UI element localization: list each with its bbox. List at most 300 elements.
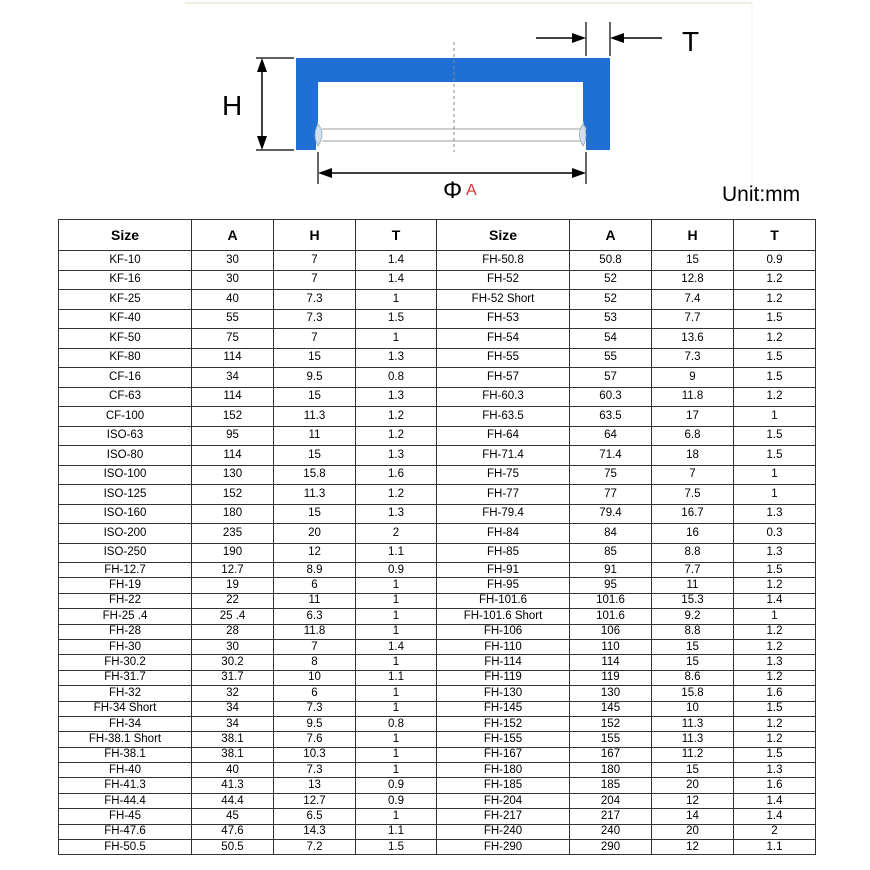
table-cell: 50.8	[570, 251, 652, 271]
table-cell: FH-50.8	[437, 251, 570, 271]
h-arrow-down	[257, 136, 267, 150]
table-cell: 32	[192, 686, 274, 701]
table-cell: 1.2	[734, 290, 816, 310]
table-cell: 152	[570, 716, 652, 731]
table-cell: 11	[274, 593, 356, 608]
table-cell: FH-119	[437, 670, 570, 685]
header-t-left: T	[356, 220, 437, 251]
table-cell: 1.5	[734, 368, 816, 388]
table-row	[59, 309, 816, 329]
table-row	[59, 524, 816, 544]
spec-table-body	[59, 251, 816, 855]
table-cell: FH-40	[59, 763, 192, 778]
table-cell: KF-10	[59, 251, 192, 271]
table-cell: 12	[652, 840, 734, 855]
table-cell: FH-54	[437, 329, 570, 349]
table-cell: FH-52	[437, 270, 570, 290]
table-cell: 1	[356, 763, 437, 778]
table-cell: FH-45	[59, 809, 192, 824]
table-row	[59, 809, 816, 824]
table-cell: 7.3	[274, 701, 356, 716]
table-cell: 6	[274, 686, 356, 701]
table-cell: FH-130	[437, 686, 570, 701]
table-cell: 290	[570, 840, 652, 855]
table-cell: 1.4	[734, 793, 816, 808]
table-cell: 31.7	[192, 670, 274, 685]
table-cell: 8.8	[652, 543, 734, 563]
table-cell: 7.7	[652, 309, 734, 329]
table-cell: 1.5	[734, 563, 816, 578]
table-cell: 60.3	[570, 387, 652, 407]
table-cell: 1.4	[356, 251, 437, 271]
table-cell: 1.5	[734, 348, 816, 368]
table-row	[59, 701, 816, 716]
table-cell: 50.5	[192, 840, 274, 855]
table-cell: 11.3	[274, 485, 356, 505]
table-cell: 55	[192, 309, 274, 329]
table-cell: 2	[356, 524, 437, 544]
table-cell: FH-217	[437, 809, 570, 824]
table-cell: FH-64	[437, 426, 570, 446]
table-cell: 217	[570, 809, 652, 824]
table-row	[59, 778, 816, 793]
table-cell: 114	[192, 387, 274, 407]
table-cell: 7.4	[652, 290, 734, 310]
table-cell: 8.6	[652, 670, 734, 685]
table-row	[59, 251, 816, 271]
table-cell: 15	[274, 446, 356, 466]
table-row	[59, 407, 816, 427]
table-cell: ISO-80	[59, 446, 192, 466]
table-cell: FH-106	[437, 624, 570, 639]
table-cell: 1	[356, 290, 437, 310]
table-cell: 1	[356, 609, 437, 624]
table-cell: FH-95	[437, 578, 570, 593]
table-cell: 15	[652, 763, 734, 778]
table-cell: FH-60.3	[437, 387, 570, 407]
table-cell: 12.7	[192, 563, 274, 578]
header-t-right: T	[734, 220, 816, 251]
phi-label: Φ	[443, 177, 463, 204]
table-cell: 1.2	[734, 639, 816, 654]
table-cell: 1.2	[734, 270, 816, 290]
table-cell: 114	[192, 446, 274, 466]
table-row	[59, 270, 816, 290]
table-cell: 75	[570, 465, 652, 485]
table-cell: FH-44.4	[59, 793, 192, 808]
table-cell: 1.2	[734, 670, 816, 685]
table-cell: 10.3	[274, 747, 356, 762]
table-cell: 34	[192, 716, 274, 731]
table-cell: 55	[570, 348, 652, 368]
table-cell: 7.3	[274, 290, 356, 310]
table-row	[59, 732, 816, 747]
t-arrow-left-head	[572, 33, 586, 43]
table-cell: 1	[356, 747, 437, 762]
table-cell: 114	[570, 655, 652, 670]
h-label: H	[222, 90, 243, 121]
table-cell: 19	[192, 578, 274, 593]
table-cell: FH-53	[437, 309, 570, 329]
table-cell: FH-84	[437, 524, 570, 544]
cap-body	[296, 58, 610, 150]
table-row	[59, 446, 816, 466]
table-cell: 1	[734, 485, 816, 505]
table-cell: KF-40	[59, 309, 192, 329]
table-cell: FH-41.3	[59, 778, 192, 793]
h-arrow-up	[257, 58, 267, 72]
table-cell: 7	[274, 251, 356, 271]
table-cell: FH-180	[437, 763, 570, 778]
table-cell: 1.5	[734, 747, 816, 762]
table-cell: ISO-200	[59, 524, 192, 544]
table-cell: 28	[192, 624, 274, 639]
table-cell: FH-63.5	[437, 407, 570, 427]
header-size-right: Size	[437, 220, 570, 251]
table-cell: 30	[192, 270, 274, 290]
table-cell: 7.6	[274, 732, 356, 747]
table-cell: 1	[356, 701, 437, 716]
table-cell: 11.2	[652, 747, 734, 762]
table-row	[59, 716, 816, 731]
table-row	[59, 593, 816, 608]
table-cell: 95	[192, 426, 274, 446]
table-cell: FH-19	[59, 578, 192, 593]
table-cell: FH-152	[437, 716, 570, 731]
table-cell: 15	[652, 639, 734, 654]
table-cell: FH-85	[437, 543, 570, 563]
table-cell: 7	[274, 639, 356, 654]
table-cell: 77	[570, 485, 652, 505]
table-cell: FH-91	[437, 563, 570, 578]
table-cell: 1.5	[734, 446, 816, 466]
table-cell: 2	[734, 824, 816, 839]
table-cell: 52	[570, 290, 652, 310]
table-cell: 14.3	[274, 824, 356, 839]
table-cell: 1	[356, 655, 437, 670]
table-cell: 1.4	[356, 639, 437, 654]
table-cell: FH-71.4	[437, 446, 570, 466]
table-cell: FH-55	[437, 348, 570, 368]
table-cell: 1.3	[734, 504, 816, 524]
table-cell: 20	[652, 778, 734, 793]
table-cell: 15	[274, 348, 356, 368]
table-cell: 1.5	[356, 840, 437, 855]
table-cell: 1.6	[734, 778, 816, 793]
table-cell: FH-25 .4	[59, 609, 192, 624]
table-cell: 152	[192, 485, 274, 505]
table-cell: 95	[570, 578, 652, 593]
table-cell: 101.6	[570, 609, 652, 624]
table-row	[59, 504, 816, 524]
table-row	[59, 563, 816, 578]
table-cell: 63.5	[570, 407, 652, 427]
table-row	[59, 543, 816, 563]
table-cell: 1.1	[356, 824, 437, 839]
header-h-left: H	[274, 220, 356, 251]
table-cell: 6.5	[274, 809, 356, 824]
table-cell: 20	[274, 524, 356, 544]
table-cell: CF-100	[59, 407, 192, 427]
table-cell: 8.8	[652, 624, 734, 639]
table-cell: 106	[570, 624, 652, 639]
table-cell: FH-34 Short	[59, 701, 192, 716]
table-cell: 114	[192, 348, 274, 368]
table-row	[59, 426, 816, 446]
table-cell: 0.8	[356, 716, 437, 731]
table-cell: 130	[192, 465, 274, 485]
table-cell: 0.9	[734, 251, 816, 271]
table-cell: 9.5	[274, 368, 356, 388]
table-cell: 0.3	[734, 524, 816, 544]
table-row	[59, 290, 816, 310]
table-cell: 17	[652, 407, 734, 427]
table-cell: 1.2	[734, 329, 816, 349]
table-row	[59, 670, 816, 685]
table-cell: 1.1	[734, 840, 816, 855]
table-cell: 34	[192, 368, 274, 388]
table-cell: 15	[652, 655, 734, 670]
table-cell: FH-114	[437, 655, 570, 670]
table-cell: 1	[734, 407, 816, 427]
table-cell: 1.1	[356, 543, 437, 563]
table-cell: 119	[570, 670, 652, 685]
table-cell: FH-50.5	[59, 840, 192, 855]
table-header-row	[59, 220, 816, 251]
table-cell: 30.2	[192, 655, 274, 670]
table-row	[59, 793, 816, 808]
table-cell: 16.7	[652, 504, 734, 524]
table-cell: 9.2	[652, 609, 734, 624]
table-cell: 15.8	[274, 465, 356, 485]
spec-table	[58, 219, 816, 855]
table-cell: 145	[570, 701, 652, 716]
table-cell: 180	[192, 504, 274, 524]
table-cell: KF-80	[59, 348, 192, 368]
table-cell: 1.2	[356, 426, 437, 446]
table-cell: 1.2	[734, 624, 816, 639]
table-row	[59, 655, 816, 670]
table-cell: 155	[570, 732, 652, 747]
table-cell: ISO-100	[59, 465, 192, 485]
table-cell: 1.2	[734, 578, 816, 593]
table-cell: 11.8	[274, 624, 356, 639]
table-cell: 75	[192, 329, 274, 349]
table-cell: 22	[192, 593, 274, 608]
table-cell: 204	[570, 793, 652, 808]
table-cell: 84	[570, 524, 652, 544]
table-cell: KF-50	[59, 329, 192, 349]
table-cell: 101.6	[570, 593, 652, 608]
header-h-right: H	[652, 220, 734, 251]
table-cell: 1.6	[356, 465, 437, 485]
table-cell: FH-47.6	[59, 824, 192, 839]
table-cell: 235	[192, 524, 274, 544]
table-cell: 7.3	[274, 309, 356, 329]
table-cell: FH-101.6 Short	[437, 609, 570, 624]
table-cell: 180	[570, 763, 652, 778]
table-cell: 64	[570, 426, 652, 446]
table-cell: 0.8	[356, 368, 437, 388]
table-row	[59, 368, 816, 388]
table-cell: 1.3	[356, 348, 437, 368]
table-cell: 1	[356, 578, 437, 593]
t-arrow-right-head	[610, 33, 624, 43]
table-cell: 6	[274, 578, 356, 593]
table-cell: CF-16	[59, 368, 192, 388]
table-cell: 57	[570, 368, 652, 388]
table-cell: 0.9	[356, 778, 437, 793]
table-cell: 1.3	[734, 543, 816, 563]
table-cell: 1.2	[356, 485, 437, 505]
table-row	[59, 329, 816, 349]
table-cell: 1.5	[356, 309, 437, 329]
table-cell: FH-34	[59, 716, 192, 731]
table-cell: 1.2	[356, 407, 437, 427]
table-cell: FH-12.7	[59, 563, 192, 578]
table-cell: 15	[274, 504, 356, 524]
table-cell: FH-32	[59, 686, 192, 701]
table-cell: 15	[274, 387, 356, 407]
table-cell: 1.3	[734, 655, 816, 670]
table-cell: 79.4	[570, 504, 652, 524]
table-cell: KF-25	[59, 290, 192, 310]
table-cell: 185	[570, 778, 652, 793]
table-row	[59, 609, 816, 624]
table-cell: 12.7	[274, 793, 356, 808]
table-cell: 1	[356, 593, 437, 608]
table-row	[59, 639, 816, 654]
table-cell: 11.3	[274, 407, 356, 427]
table-cell: FH-38.1	[59, 747, 192, 762]
table-cell: 1	[356, 809, 437, 824]
table-cell: 11.3	[652, 732, 734, 747]
table-cell: CF-63	[59, 387, 192, 407]
table-cell: 1.2	[734, 387, 816, 407]
a-arrow-left	[318, 168, 332, 178]
table-cell: FH-31.7	[59, 670, 192, 685]
table-cell: FH-204	[437, 793, 570, 808]
table-cell: 1	[356, 329, 437, 349]
table-cell: 110	[570, 639, 652, 654]
table-cell: 16	[652, 524, 734, 544]
header-a-left: A	[192, 220, 274, 251]
table-cell: 1.4	[734, 593, 816, 608]
table-cell: 18	[652, 446, 734, 466]
table-cell: 11.8	[652, 387, 734, 407]
table-cell: 38.1	[192, 732, 274, 747]
table-cell: 25 .4	[192, 609, 274, 624]
table-cell: 12	[274, 543, 356, 563]
a-arrow-right	[572, 168, 586, 178]
table-cell: FH-185	[437, 778, 570, 793]
table-cell: ISO-250	[59, 543, 192, 563]
table-cell: 1.3	[734, 763, 816, 778]
table-cell: 7.3	[274, 763, 356, 778]
table-cell: 71.4	[570, 446, 652, 466]
table-cell: 1	[356, 686, 437, 701]
table-cell: 14	[652, 809, 734, 824]
table-cell: 15.3	[652, 593, 734, 608]
table-cell: FH-75	[437, 465, 570, 485]
table-row	[59, 348, 816, 368]
table-cell: 7	[652, 465, 734, 485]
table-cell: 1	[734, 465, 816, 485]
table-cell: 41.3	[192, 778, 274, 793]
table-cell: 1.5	[734, 701, 816, 716]
table-cell: 7	[274, 270, 356, 290]
table-cell: ISO-125	[59, 485, 192, 505]
table-cell: 167	[570, 747, 652, 762]
table-cell: 6.3	[274, 609, 356, 624]
table-row	[59, 824, 816, 839]
table-cell: 1.4	[734, 809, 816, 824]
table-cell: KF-16	[59, 270, 192, 290]
table-cell: FH-167	[437, 747, 570, 762]
table-cell: 52	[570, 270, 652, 290]
table-cell: 7.2	[274, 840, 356, 855]
table-cell: 0.9	[356, 563, 437, 578]
table-cell: 6.8	[652, 426, 734, 446]
table-cell: 9	[652, 368, 734, 388]
table-cell: 45	[192, 809, 274, 824]
table-cell: 10	[274, 670, 356, 685]
table-cell: FH-240	[437, 824, 570, 839]
table-cell: 34	[192, 701, 274, 716]
table-row	[59, 624, 816, 639]
table-cell: 54	[570, 329, 652, 349]
table-cell: 1	[734, 609, 816, 624]
table-cell: 38.1	[192, 747, 274, 762]
t-label: T	[682, 26, 700, 57]
table-cell: 20	[652, 824, 734, 839]
table-cell: 1	[356, 624, 437, 639]
unit-label: Unit:mm	[722, 183, 801, 206]
header-size-left: Size	[59, 220, 192, 251]
table-cell: 12.8	[652, 270, 734, 290]
table-row	[59, 763, 816, 778]
header-a-right: A	[570, 220, 652, 251]
table-cell: 1.2	[734, 732, 816, 747]
table-cell: 1.3	[356, 387, 437, 407]
table-cell: FH-145	[437, 701, 570, 716]
table-row	[59, 485, 816, 505]
table-cell: 1.3	[356, 446, 437, 466]
table-row	[59, 747, 816, 762]
table-cell: 13	[274, 778, 356, 793]
table-row	[59, 840, 816, 855]
table-cell: 12	[652, 793, 734, 808]
table-cell: FH-57	[437, 368, 570, 388]
table-row	[59, 578, 816, 593]
table-cell: 47.6	[192, 824, 274, 839]
a-label: A	[466, 182, 477, 199]
table-cell: 44.4	[192, 793, 274, 808]
table-cell: 152	[192, 407, 274, 427]
table-cell: FH-79.4	[437, 504, 570, 524]
table-cell: 10	[652, 701, 734, 716]
table-cell: 7.5	[652, 485, 734, 505]
table-cell: 40	[192, 763, 274, 778]
table-cell: 53	[570, 309, 652, 329]
table-cell: 91	[570, 563, 652, 578]
table-cell: 8.9	[274, 563, 356, 578]
table-cell: 13.6	[652, 329, 734, 349]
table-row	[59, 465, 816, 485]
table-cell: 0.9	[356, 793, 437, 808]
table-cell: FH-28	[59, 624, 192, 639]
table-cell: 1.5	[734, 426, 816, 446]
